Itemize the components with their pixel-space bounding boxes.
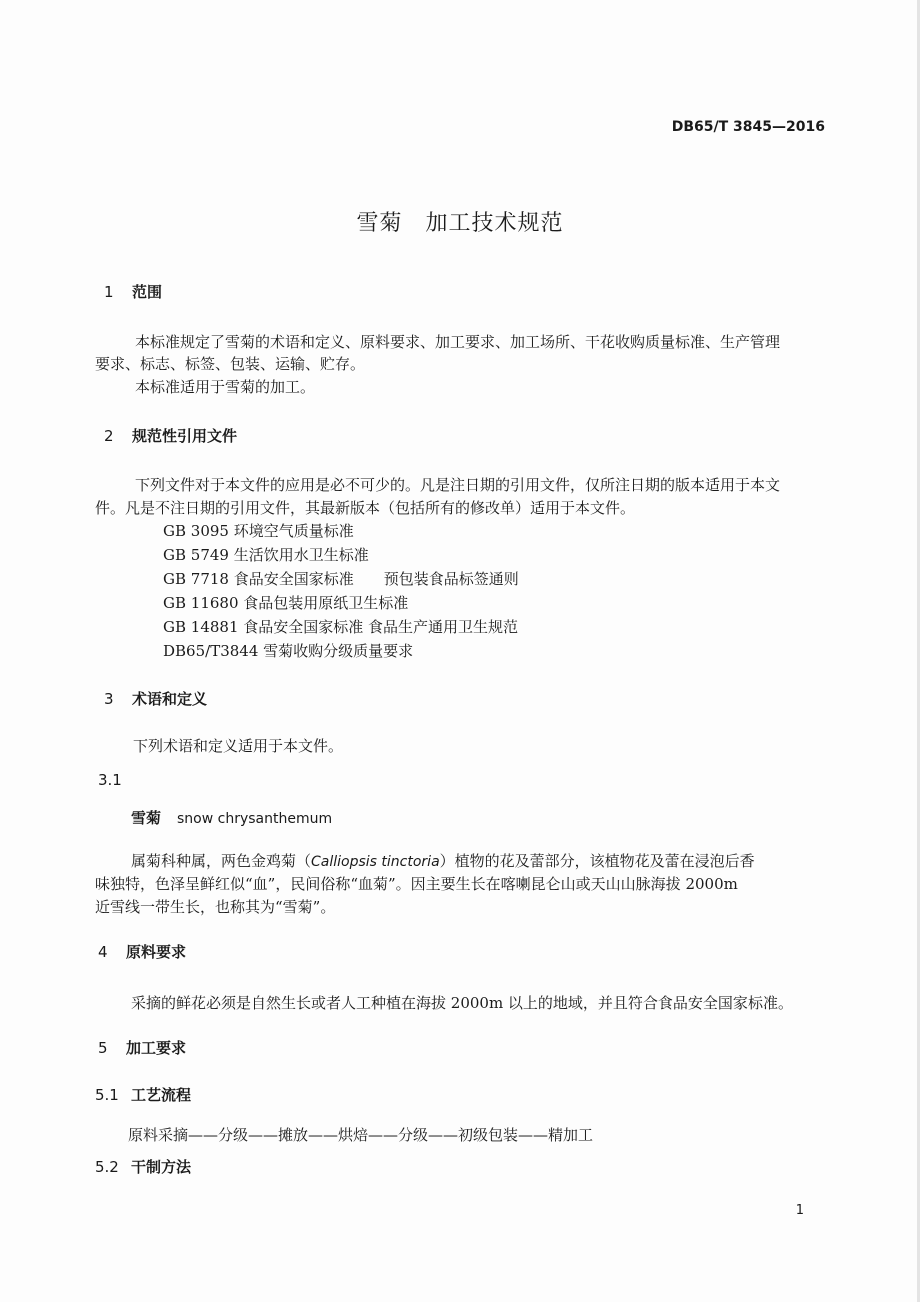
- paragraph-line: 下列文件对于本文件的应用是必不可少的。凡是注日期的引用文件，仅所注日期的版本适用于本文: [135, 476, 781, 494]
- section-1-heading: [104, 281, 162, 302]
- subsection-5-2-heading: [95, 1156, 191, 1177]
- definition-text: 属菊科种属，两色金鸡菊（: [131, 852, 312, 870]
- definition-line: 近雪线一带生长，也称其为“雪菊”。: [95, 898, 336, 916]
- latin-name: Calliopsis tinctoria: [311, 854, 440, 870]
- section-number: 5: [98, 1039, 108, 1057]
- reference-item: GB 3095 环境空气质量标准: [163, 522, 354, 540]
- section-5-heading: [98, 1037, 186, 1058]
- definition-text: ）植物的花及蕾部分，该植物花及蕾在浸泡后香: [439, 852, 755, 870]
- section-4-heading: [98, 941, 186, 962]
- reference-item: GB 14881 食品安全国家标准 食品生产通用卫生规范: [163, 618, 519, 636]
- subsection-5-1-heading: [95, 1084, 191, 1105]
- section-title: 术语和定义: [132, 690, 208, 708]
- subsection-title: 工艺流程: [131, 1086, 192, 1104]
- paragraph: 本标准适用于雪菊的加工。: [135, 378, 316, 396]
- subsection-number: 3.1: [98, 771, 122, 789]
- section-title: 加工要求: [126, 1039, 187, 1057]
- section-number: 4: [98, 943, 108, 961]
- document-title: 雪菊 加工技术规范: [356, 211, 564, 236]
- reference-item: GB 11680 食品包装用原纸卫生标准: [163, 594, 409, 612]
- section-number: 3: [104, 690, 114, 708]
- section-3-heading: [104, 688, 207, 709]
- process-flow: 原料采摘——分级——摊放——烘焙——分级——初级包装——精加工: [128, 1126, 594, 1144]
- paragraph: 采摘的鲜花必须是自然生长或者人工种植在海拔 2000m 以上的地域，并且符合食品安全国家标准。: [131, 994, 793, 1012]
- section-title: 原料要求: [126, 943, 187, 961]
- page-number: 1: [795, 1203, 804, 1218]
- term-entry: [131, 807, 332, 831]
- section-title: 规范性引用文件: [132, 427, 238, 445]
- section-2-heading: [104, 425, 237, 446]
- definition-line: [131, 850, 755, 874]
- definition-line: 味独特，色泽呈鲜红似“血”，民间俗称“血菊”。因主要生长在喀喇昆仑山或天山山脉海拔 2000m: [95, 875, 738, 893]
- document-number: DB65/T 3845—2016: [671, 119, 825, 135]
- section-title: 范围: [132, 283, 163, 301]
- term-english: snow chrysanthemum: [177, 811, 333, 827]
- paragraph-line: 本标准规定了雪菊的术语和定义、原料要求、加工要求、加工场所、干花收购质量标准、生产管理: [135, 333, 781, 351]
- paragraph: 下列术语和定义适用于本文件。: [133, 737, 344, 755]
- term-chinese: 雪菊: [131, 809, 162, 827]
- subsection-title: 干制方法: [131, 1158, 192, 1176]
- paragraph-line: 件。凡是不注日期的引用文件，其最新版本（包括所有的修改单）适用于本文件。: [95, 499, 636, 517]
- subsection-number: 5.1: [95, 1086, 119, 1104]
- section-number: 2: [104, 427, 114, 445]
- reference-item: GB 5749 生活饮用水卫生标准: [163, 546, 369, 564]
- section-number: 1: [104, 283, 114, 301]
- subsection-number: 5.2: [95, 1158, 119, 1176]
- reference-item: GB 7718 食品安全国家标准 预包装食品标签通则: [163, 570, 519, 588]
- paragraph-line: 要求、标志、标签、包装、运输、贮存。: [95, 355, 366, 373]
- reference-item: DB65/T3844 雪菊收购分级质量要求: [163, 642, 414, 660]
